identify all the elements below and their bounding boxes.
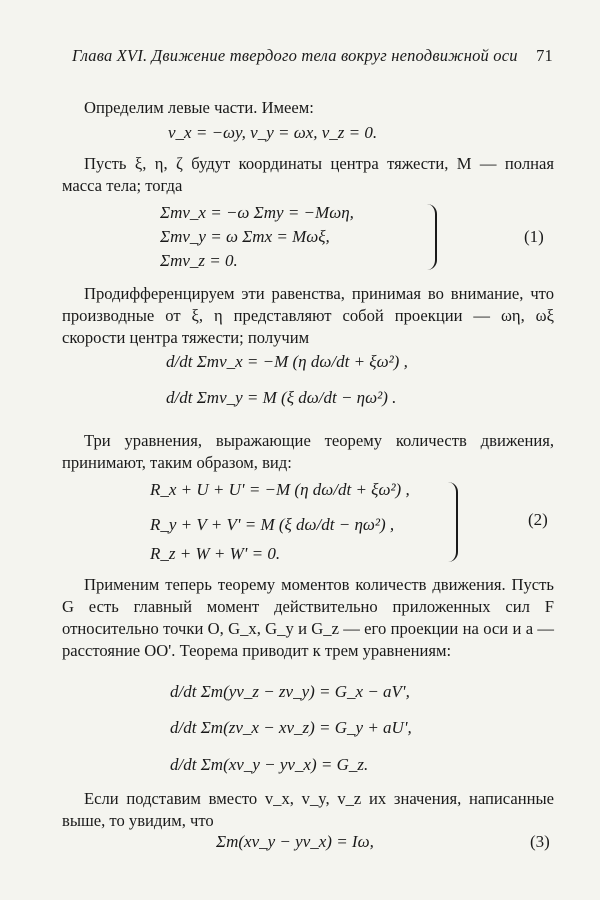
equation-line: Σmv_z = 0. — [160, 251, 238, 270]
right-brace — [425, 204, 437, 270]
right-brace — [446, 482, 458, 562]
equation-velocities: v_x = −ωy, v_y = ωx, v_z = 0. — [168, 123, 378, 142]
paragraph-5: Применим теперь теорему моментов количеств движения. Пусть G есть главный момент действительно приложенных сил F относительно точки O, G_x, G_y и G_z — его проекции на оси и a — расстояние OO'. Теорема приводит к трем уравнениям: — [62, 575, 554, 660]
paragraph-4: Три уравнения, выражающие теорему количеств движения, принимают, таким образом, вид: — [62, 431, 554, 472]
paragraph-2: Пусть ξ, η, ζ будут координаты центра тяжести, M — полная масса тела; тогда — [62, 154, 554, 195]
equation-line: d/dt Σm(zv_x − xv_z) = G_y + aU', — [170, 718, 412, 737]
equation-line: R_x + U + U' = −M (η dω/dt + ξω²) , — [150, 480, 410, 499]
chapter-title: Глава XVI. Движение твердого тела вокруг неподвижной оси — [72, 46, 518, 65]
equation-line: Σmv_y = ω Σmx = Mωξ, — [160, 227, 330, 246]
equation-line: R_z + W + W' = 0. — [150, 544, 281, 563]
paragraph-6: Если подставим вместо v_x, v_y, v_z их значения, написанные выше, то увидим, что — [62, 789, 554, 830]
page-number: 71 — [536, 46, 553, 65]
equation-number-2: (2) — [528, 510, 548, 529]
paragraph-1: Определим левые части. Имеем: — [84, 98, 314, 117]
equation-line: R_y + V + V' = M (ξ dω/dt − ηω²) , — [150, 515, 395, 534]
equation-number-1: (1) — [524, 227, 544, 246]
equation-number-3: (3) — [530, 832, 550, 851]
equation-line: d/dt Σmv_y = M (ξ dω/dt − ηω²) . — [166, 388, 397, 407]
equation-line: d/dt Σm(xv_y − yv_x) = G_z. — [170, 755, 369, 774]
running-header — [60, 46, 555, 70]
paragraph-3: Продифференцируем эти равенства, принимая во внимание, что производные от ξ, η представляют собой проекции — ωη, ωξ скорости центра тяжести; получим — [62, 284, 554, 347]
equation-3: Σm(xv_y − yv_x) = Iω, — [216, 832, 374, 851]
equation-line: d/dt Σm(yv_z − zv_y) = G_x − aV', — [170, 682, 410, 701]
equation-line: Σmv_x = −ω Σmy = −Mωη, — [160, 203, 354, 222]
equation-line: d/dt Σmv_x = −M (η dω/dt + ξω²) , — [166, 352, 408, 371]
